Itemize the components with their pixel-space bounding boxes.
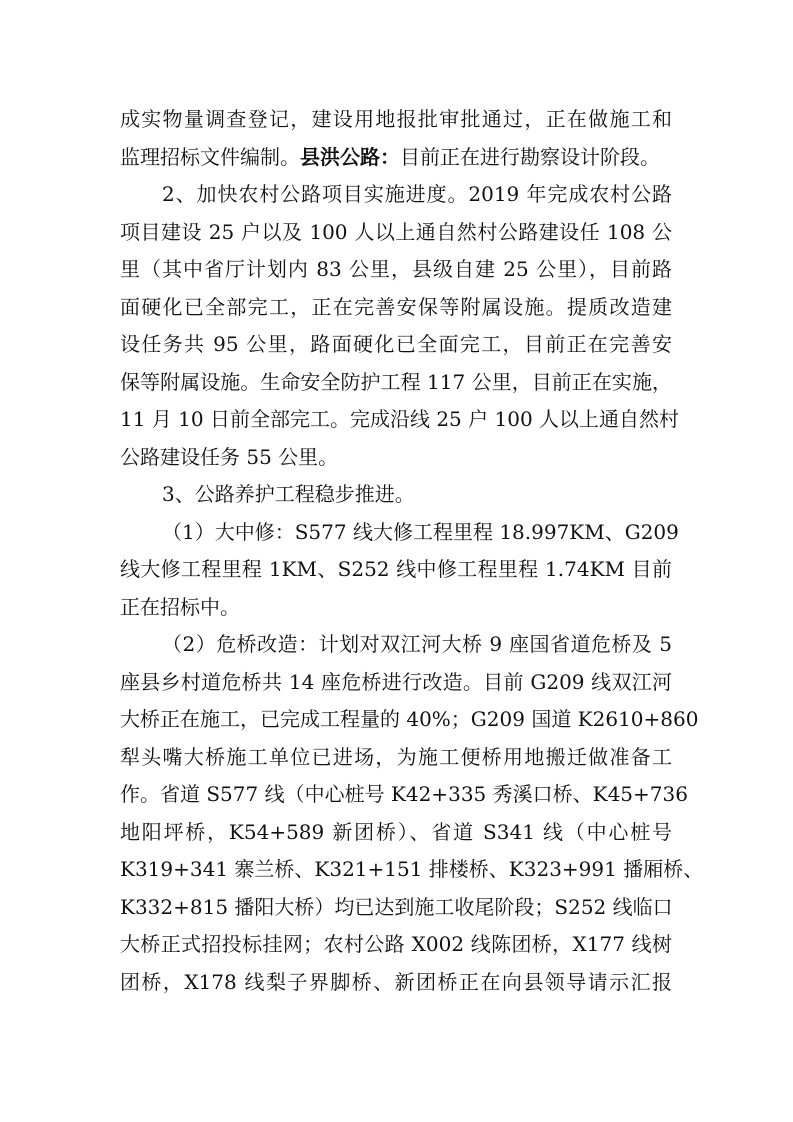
paragraph-line: 成实物量调查登记，建设用地报批审批通过，正在做施工和 bbox=[120, 107, 672, 131]
paragraph-line: 座县乡村道危桥共 14 座危桥进行改造。目前 G209 线双江河 bbox=[120, 669, 672, 694]
line-text: 目前正在进行勘察设计阶段。 bbox=[400, 144, 660, 169]
bold-heading-xianhong-road: 县洪公路： bbox=[300, 144, 400, 169]
paragraph-line: 犁头嘴大桥施工单位已进场，为施工便桥用地搬迁做准备工 bbox=[120, 744, 672, 769]
paragraph-line: 地阳坪桥，K54+589 新团桥）、省道 S341 线（中心桩号 bbox=[120, 819, 672, 844]
paragraph-line: 公路建设任务 55 公里。 bbox=[120, 444, 339, 469]
subsection-heading-2: （2）危桥改造：计划对双江河大桥 9 座国省道危桥及 5 bbox=[162, 632, 672, 656]
paragraph-line: 项目建设 25 户以及 100 人以上通自然村公路建设任 108 公 bbox=[120, 219, 672, 244]
paragraph-line: K319+341 寨兰桥、K321+151 排楼桥、K323+991 播厢桥、 bbox=[120, 857, 704, 881]
subsection-heading-1: （1）大中修：S577 线大修工程里程 18.997KM、G209 bbox=[162, 519, 679, 544]
section-heading-2: 2、加快农村公路项目实施进度。2019 年完成农村公路 bbox=[162, 182, 672, 206]
document-body bbox=[120, 101, 704, 1001]
section-heading-3: 3、公路养护工程稳步推进。 bbox=[162, 482, 415, 506]
paragraph-line: 大桥正在施工，已完成工程量的 40%；G209 国道 K2610+860 bbox=[120, 707, 699, 731]
paragraph-line: 线大修工程里程 1KM、S252 线中修工程里程 1.74KM 目前 bbox=[120, 557, 672, 581]
paragraph-line: 保等附属设施。生命安全防护工程 117 公里，目前正在实施， bbox=[120, 369, 672, 394]
paragraph-line: 面硬化已全部完工，正在完善安保等附属设施。提质改造建 bbox=[120, 294, 672, 319]
paragraph-line: 作。省道 S577 线（中心桩号 K42+335 秀溪口桥、K45+736 bbox=[120, 782, 688, 806]
paragraph-line: K332+815 播阳大桥）均已达到施工收尾阶段；S252 线临口 bbox=[120, 894, 673, 919]
paragraph-line: 里（其中省厅计划内 83 公里，县级自建 25 公里），目前路 bbox=[120, 257, 672, 281]
paragraph-line: 11 月 10 日前全部完工。完成沿线 25 户 100 人以上通自然村 bbox=[120, 407, 680, 431]
paragraph-line bbox=[120, 139, 672, 177]
paragraph-line: 大桥正式招投标挂网；农村公路 X002 线陈团桥，X177 线树 bbox=[120, 932, 672, 956]
paragraph-line: 正在招标中。 bbox=[120, 594, 240, 619]
paragraph-line: 设任务共 95 公里，路面硬化已全面完工，目前正在完善安 bbox=[120, 332, 672, 356]
paragraph-line: 团桥，X178 线梨子界脚桥、新团桥正在向县领导请示汇报 bbox=[120, 969, 672, 994]
line-text: 监理招标文件编制。 bbox=[120, 144, 300, 169]
